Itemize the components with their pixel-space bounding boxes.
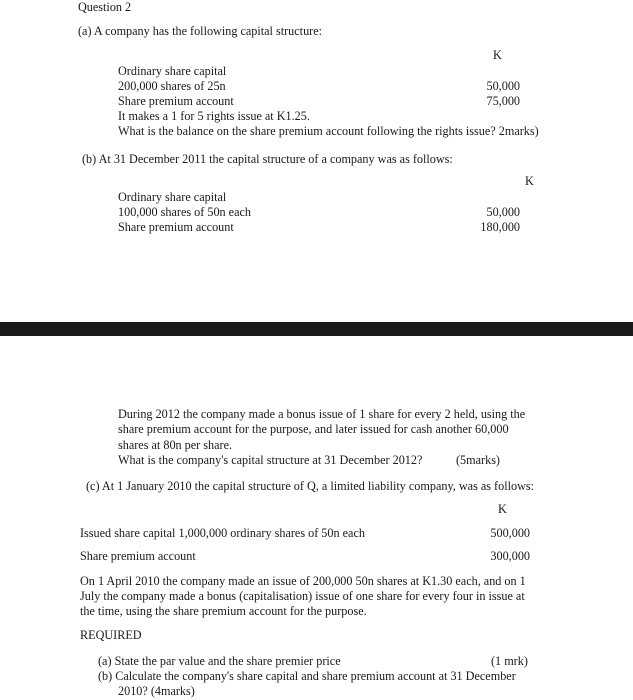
part-c-row1-label: Issued share capital 1,000,000 ordinary shares of 50n each bbox=[80, 526, 365, 540]
part-b-line2-value: 50,000 bbox=[486, 205, 520, 219]
part-a-line1: Ordinary share capital bbox=[118, 64, 227, 78]
part-b-cont-marks: (5marks) bbox=[456, 453, 500, 467]
part-a-line3: Share premium account bbox=[118, 94, 234, 108]
required-b-line2: 2010? (4marks) bbox=[118, 684, 195, 698]
part-a-currency-header: K bbox=[493, 48, 502, 62]
part-c-para-line1: On 1 April 2010 the company made an issue of 200,000 50n shares at K1.30 each, and on 1 bbox=[80, 574, 526, 588]
part-c-row2-label: Share premium account bbox=[80, 549, 196, 563]
part-b-line3: Share premium account bbox=[118, 220, 234, 234]
part-b-line3-value: 180,000 bbox=[480, 220, 520, 234]
page-divider bbox=[0, 322, 633, 336]
required-a-marks: (1 mrk) bbox=[491, 654, 528, 668]
part-b-line1: Ordinary share capital bbox=[118, 190, 227, 204]
part-a-question: What is the balance on the share premium account following the rights issue? 2marks) bbox=[118, 124, 539, 138]
part-a-heading: (a) A company has the following capital structure: bbox=[78, 24, 323, 38]
part-c-para-line2: July the company made a bonus (capitalisation) issue of one share for every four in issue at bbox=[80, 589, 525, 603]
part-c-row2-value: 300,000 bbox=[490, 549, 530, 563]
question-title: Question 2 bbox=[78, 0, 132, 14]
required-heading: REQUIRED bbox=[80, 628, 142, 642]
part-c-row1-value: 500,000 bbox=[490, 526, 530, 540]
required-a: (a) State the par value and the share premier price bbox=[98, 654, 341, 668]
bottom-page bbox=[0, 336, 633, 700]
required-b-line1: (b) Calculate the company's share capital and share premium account at 31 December bbox=[98, 669, 516, 683]
part-a-line2-value: 50,000 bbox=[486, 79, 520, 93]
part-b-heading: (b) At 31 December 2011 the capital structure of a company was as follows: bbox=[82, 152, 453, 166]
top-page bbox=[0, 0, 633, 323]
part-c-para-line3: the time, using the share premium account for the purpose. bbox=[80, 604, 367, 618]
part-b-line2: 100,000 shares of 50n each bbox=[118, 205, 252, 219]
part-b-cont-line2: share premium account for the purpose, and later issued for cash another 60,000 bbox=[118, 422, 509, 436]
part-c-heading: (c) At 1 January 2010 the capital structure of Q, a limited liability company, was as follows: bbox=[86, 479, 535, 493]
part-c-currency-header: K bbox=[498, 502, 507, 516]
part-a-line2: 200,000 shares of 25n bbox=[118, 79, 226, 93]
part-b-cont-line3: shares at 80n per share. bbox=[118, 438, 233, 452]
part-a-line3-value: 75,000 bbox=[486, 94, 520, 108]
part-b-cont-question: What is the company's capital structure at 31 December 2012? bbox=[118, 453, 423, 467]
part-a-line4: It makes a 1 for 5 rights issue at K1.25. bbox=[118, 109, 310, 123]
part-b-currency-header: K bbox=[525, 174, 534, 188]
part-b-cont-line1: During 2012 the company made a bonus issue of 1 share for every 2 held, using the bbox=[118, 407, 526, 421]
